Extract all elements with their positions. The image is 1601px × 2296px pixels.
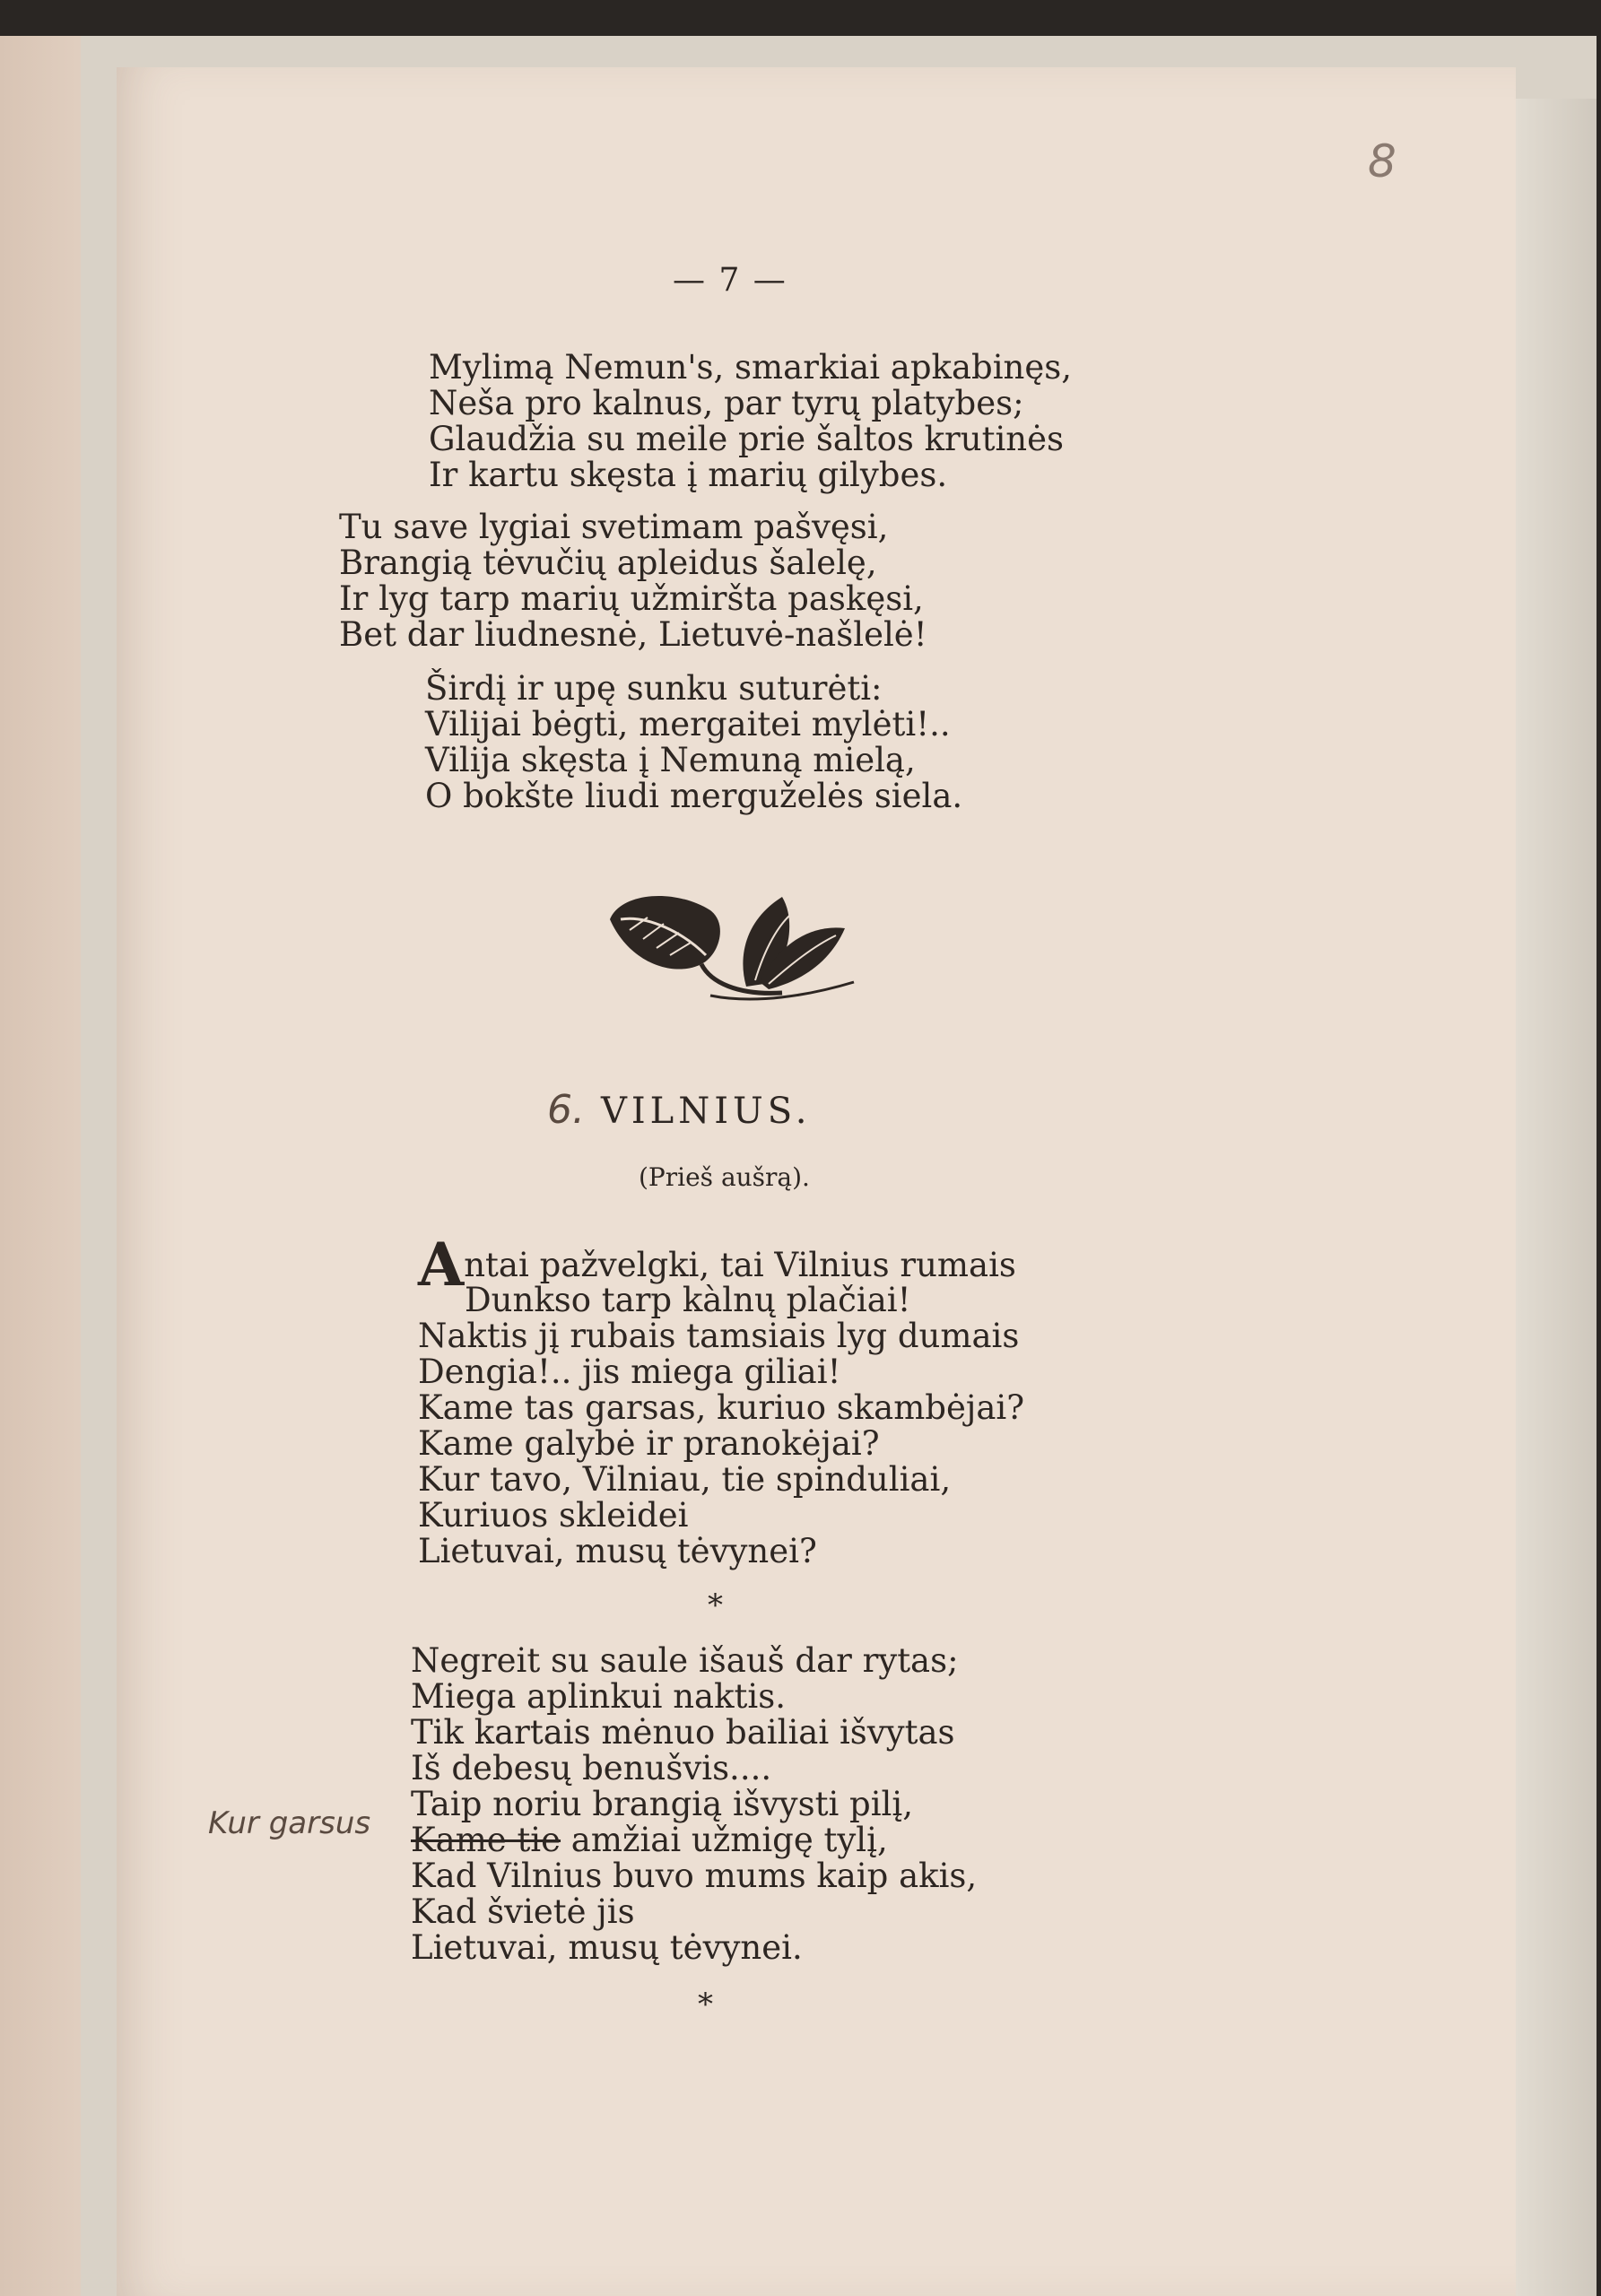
- poem-line-rest: ntai pažvelgki, tai Vilnius rumais: [464, 1246, 1016, 1284]
- poem-line: Kame galybė ir pranokėjai?: [418, 1424, 880, 1463]
- poem-line: Naktis jį rubais tamsiais lyg dumais: [418, 1317, 1020, 1355]
- poem-line-struck: [411, 1822, 977, 1858]
- stanza-1: [429, 350, 1072, 493]
- poem-line: Kad švietė jis: [411, 1892, 635, 1931]
- poem-line: Bet dar liudnesnė, Lietuvė-našlelė!: [339, 615, 927, 654]
- flower-leaf-ornament-icon: [603, 883, 858, 1018]
- drop-cap: A: [418, 1230, 465, 1300]
- poem-line: Neša pro kalnus, par tyrų platybes;: [429, 384, 1024, 422]
- poem-line: Kur tavo, Vilniau, tie spinduliai,: [418, 1460, 952, 1499]
- poem-line: Širdį ir upę sunku suturėti:: [425, 669, 883, 708]
- poem-title: [547, 1087, 812, 1133]
- stanza-3: [425, 671, 962, 814]
- poem-line: Lietuvai, musų tėvynei?: [418, 1532, 817, 1570]
- vilnius-stanza-1: [418, 1230, 1025, 1570]
- poem-line: O bokšte liudi merguželės siela.: [425, 777, 963, 815]
- poem-line: Tu save lygiai svetimam pašvęsi,: [339, 508, 889, 546]
- poem-line: Mylimą Nemun's, smarkiai apkabinęs,: [429, 348, 1073, 387]
- separator-star-2: *: [698, 1987, 713, 2022]
- poem-subtitle: (Prieš aušrą).: [639, 1162, 810, 1192]
- poem-line: Miega aplinkui naktis.: [411, 1677, 786, 1716]
- poem-line: Kuriuos skleidei: [418, 1496, 689, 1535]
- poem-line: Ir kartu skęsta į marių gilybes.: [429, 456, 948, 494]
- poem-line: Lietuvai, musų tėvynei.: [411, 1928, 803, 1967]
- poem-line: Brangią tėvučių apleidus šalelę,: [339, 544, 877, 582]
- handwritten-margin-note: Kur garsus: [208, 1805, 371, 1841]
- poem-line: Kame tas garsas, kuriuo skambėjai?: [418, 1388, 1025, 1427]
- poem-line: Ir lyg tarp marių užmiršta paskęsi,: [339, 579, 924, 618]
- poem-line: Taip noriu brangią išvysti pilį,: [411, 1785, 913, 1823]
- page-edge: [1516, 99, 1597, 2296]
- poem-line: Vilija skęsta į Nemuną mielą,: [425, 741, 916, 779]
- stanza-2: [339, 509, 927, 653]
- corner-pencil-mark: 8: [1368, 135, 1397, 187]
- poem-line: Vilijai bėgti, mergaitei mylėti!..: [425, 705, 951, 744]
- poem-line: Negreit su saule išauš dar rytas;: [411, 1641, 959, 1680]
- poem-line: Glaudžia su meile prie šaltos krutinės: [429, 420, 1064, 458]
- poem-line: Tik kartais mėnuo bailiai išvytas: [411, 1713, 955, 1752]
- poem-line-rest: amžiai užmigę tylį,: [561, 1821, 888, 1859]
- vilnius-stanza-2: [411, 1643, 977, 1966]
- poem-line: Dengia!.. jis miega giliai!: [418, 1352, 841, 1391]
- poem-line: Iš debesų benušvis....: [411, 1749, 772, 1787]
- poem-line: Kad Vilnius buvo mums kaip akis,: [411, 1857, 978, 1895]
- struck-words: Kame tie: [411, 1821, 561, 1859]
- separator-star: *: [708, 1587, 723, 1623]
- poem-title-text: VILNIUS.: [600, 1091, 812, 1132]
- page-number: — 7 —: [673, 262, 787, 299]
- poem-number: 6.: [547, 1087, 585, 1133]
- poem-line: Dunkso tarp kàlnų plačiai!: [465, 1281, 911, 1319]
